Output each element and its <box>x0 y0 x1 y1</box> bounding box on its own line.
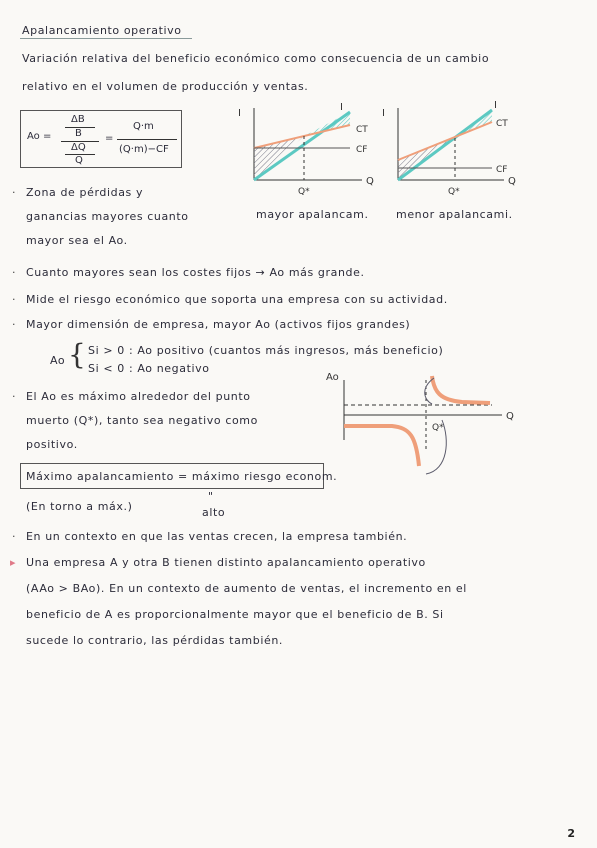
frac-line-rhs <box>117 139 177 140</box>
bullet-3: Mayor dimensión de empresa, mayor Ao (activos fijos grandes) <box>26 318 411 331</box>
page-number: 2 <box>567 827 575 840</box>
ao-axis-y-label: Ao <box>326 372 339 383</box>
cases-brace: { <box>68 338 86 371</box>
ao-negative-branch <box>344 426 419 466</box>
max-note-line-1: El Ao es máximo alrededor del punto <box>26 390 251 403</box>
left-I-label: I <box>340 102 343 113</box>
right-chart-caption: menor apalancami. <box>396 208 513 221</box>
title-underline <box>20 38 192 39</box>
right-axis-y-label: I <box>382 108 385 119</box>
paragraph-line-3: beneficio de A es proporcionalmente mayor que el beneficio de B. Si <box>26 608 444 621</box>
bullet-dot: · <box>12 530 16 543</box>
formula-num-bottom: B <box>75 128 82 139</box>
page-title: Apalancamiento operativo <box>22 24 182 37</box>
right-CF-label: CF <box>496 165 508 175</box>
right-income-line <box>398 110 492 180</box>
alto-mark: " <box>208 490 214 503</box>
cases-positive: Si > 0 : Ao positivo (cuantos más ingresos, más beneficio) <box>88 344 444 357</box>
bullet-dot: · <box>12 186 16 199</box>
bullet-1: Cuanto mayores sean los costes fijos → Ao más grande. <box>26 266 365 279</box>
bullet-2: Mide el riesgo económico que soporta una empresa con su actividad. <box>26 293 448 306</box>
right-CT-label: CT <box>496 119 508 129</box>
paragraph-line-4: sucede lo contrario, las pérdidas también. <box>26 634 284 647</box>
paragraph-line-2: (AAo > BAo). En un contexto de aumento de ventas, el incremento en el <box>26 582 467 595</box>
ao-positive-branch <box>432 376 490 403</box>
right-I-label: I <box>494 100 497 111</box>
left-qstar-label: Q* <box>298 187 310 197</box>
ao-qstar-label: Q* <box>432 423 444 433</box>
formula-rhs-den: (Q·m)−CF <box>119 144 169 155</box>
zone-note-line-3: mayor sea el Ao. <box>26 234 128 247</box>
arrow-bullet-icon: ▸ <box>10 556 16 569</box>
formula-lhs: Ao = <box>27 131 52 142</box>
ao-axis-x-label: Q <box>506 411 514 422</box>
formula-num-top: ΔB <box>71 114 85 125</box>
chart-left <box>232 100 380 220</box>
max-note-line-2: muerto (Q*), tanto sea negativo como <box>26 414 258 427</box>
left-CF-label: CF <box>356 145 368 155</box>
definition-line-2: relativo en el volumen de producción y ventas. <box>22 80 309 93</box>
formula-equals: = <box>105 133 114 144</box>
zone-note-line-2: ganancias mayores cuanto <box>26 210 189 223</box>
bullet-dot: · <box>12 266 16 279</box>
context-line: En un contexto en que las ventas crecen, la empresa también. <box>26 530 408 543</box>
right-ct-line <box>398 122 492 160</box>
right-qstar-label: Q* <box>448 187 460 197</box>
bullet-dot: · <box>12 318 16 331</box>
max-note-line-3: positivo. <box>26 438 78 451</box>
paragraph-line-1: Una empresa A y otra B tienen distinto apalancamiento operativo <box>26 556 426 569</box>
chart-ao <box>322 370 522 500</box>
definition-line-1: Variación relativa del beneficio económico como consecuencia de un cambio <box>22 52 490 65</box>
formula-box <box>20 110 182 168</box>
left-axis-x-label: Q <box>366 176 374 187</box>
left-axis-y-label: I <box>238 108 241 119</box>
alto-text: alto <box>202 506 226 519</box>
formula-den-top: ΔQ <box>71 142 86 153</box>
cases-label: Ao <box>50 354 66 367</box>
chart-right <box>380 100 520 220</box>
left-chart-caption: mayor apalancam. <box>256 208 369 221</box>
bullet-dot: · <box>12 390 16 403</box>
formula-rhs-num: Q·m <box>133 121 154 132</box>
formula-den-bottom: Q <box>75 155 83 166</box>
bullet-dot: · <box>12 293 16 306</box>
conclusion-text: Máximo apalancamiento = máximo riesgo econom. <box>26 470 338 483</box>
left-CT-label: CT <box>356 125 368 135</box>
zone-note-line-1: Zona de pérdidas y <box>26 186 144 199</box>
conclusion-note: (En torno a máx.) <box>26 500 133 513</box>
cases-negative: Si < 0 : Ao negativo <box>88 362 210 375</box>
right-axis-x-label: Q <box>508 176 516 187</box>
